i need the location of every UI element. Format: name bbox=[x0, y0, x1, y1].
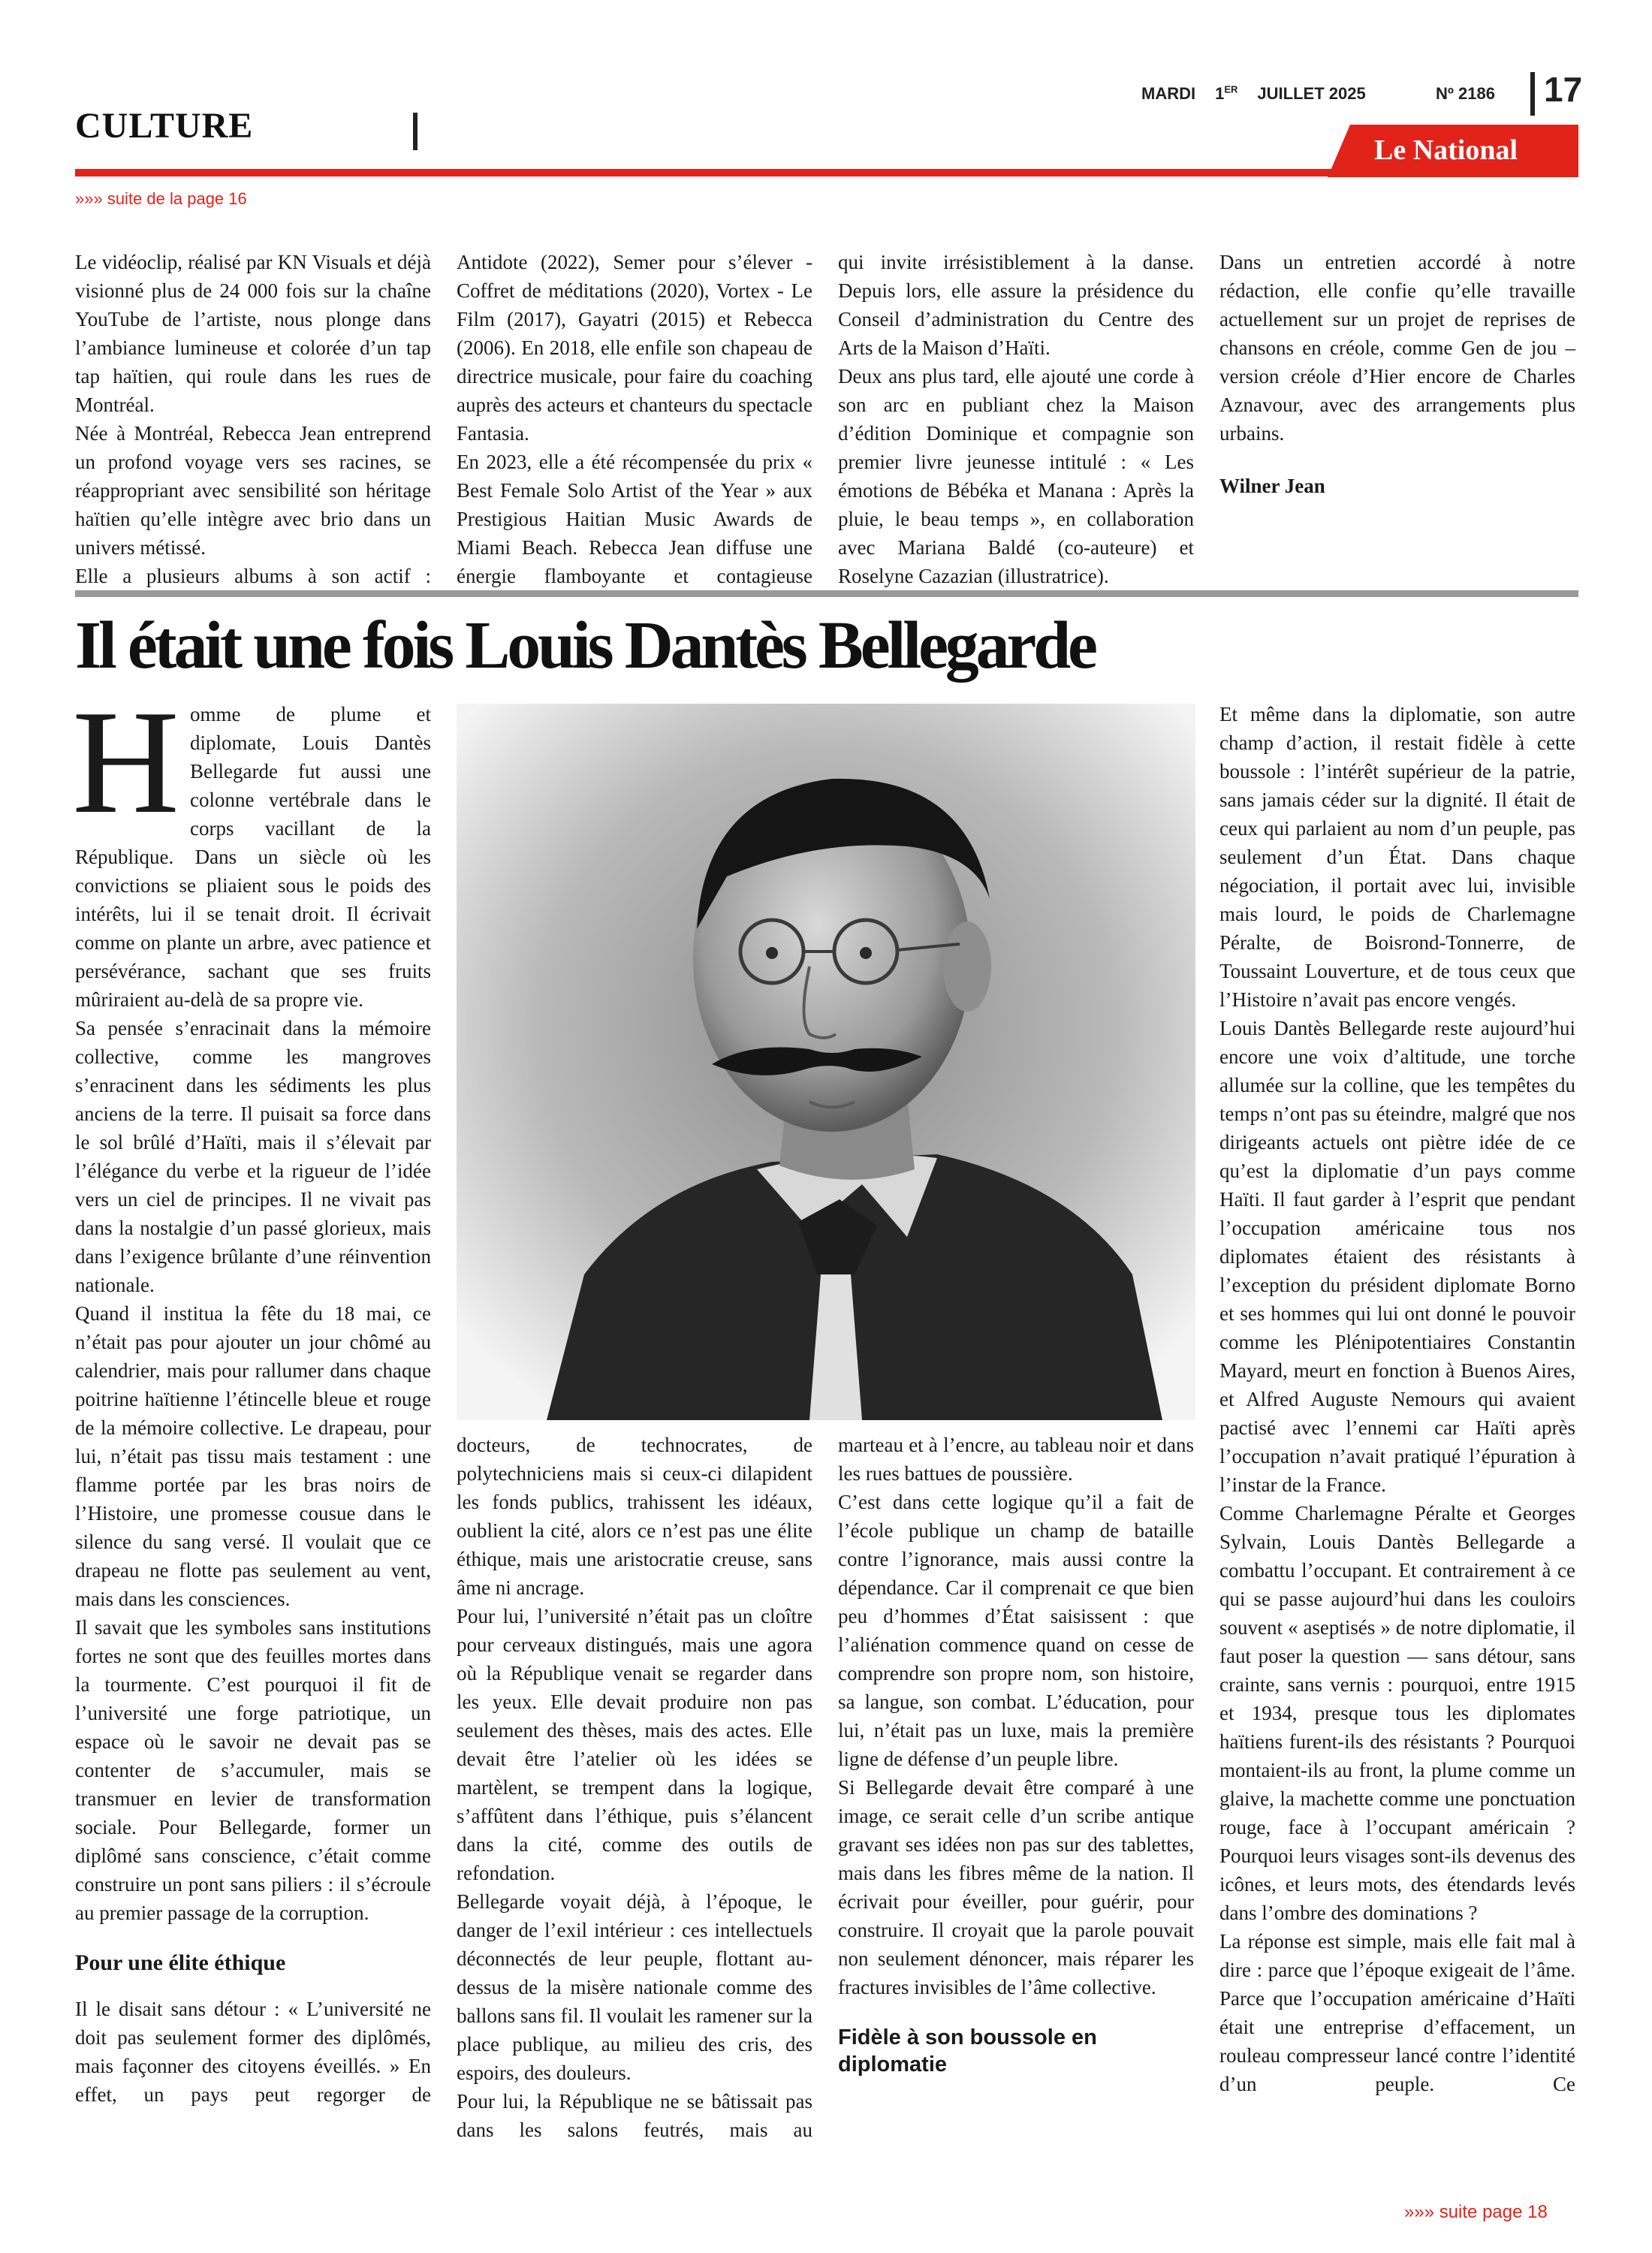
paragraph: Dans un entretien accordé à notre rédaction, elle confie qu’elle travaille actuellement sur un projet de reprises de chansons en créole, comme Gen de jou – version créole d’Hier encore de Charles Aznavour, avec des arrangements plus urbains. bbox=[1219, 251, 1575, 445]
paragraph: Quand il institua la fête du 18 mai, ce n’était pas pour ajouter un jour chômé au calendrier, mais pour rallumer dans chaque poitrine haïtienne l’étincelle bleue et rouge de la mémoire collective. Le drapeau, pour lui, n’était pas tissu mais testament : une flamme portée par les bras noirs de l’Histoire, une promesse cousue dans le silence du sang versé. Il voulait que ce drapeau ne flotte pas seulement au vent, mais dans les consciences. bbox=[75, 1302, 431, 1610]
paragraph: Il savait que les symboles sans institutions fortes ne sont que des feuilles mortes dans la tourmente. C’est pourquoi il fit de l’université une forge patriotique, un espace où le savoir ne devait pas se contenter de s’accumuler, mais se transmuer en levier de transformation sociale. Pour Bellegarde, former un diplômé sans conscience, c’était comme construire un pont sans piliers : il s’écroule au premier passage de la corruption. bbox=[75, 1616, 431, 1924]
continued-to-link[interactable]: »»» suite page 18 bbox=[1404, 2202, 1548, 2222]
paragraph: Si Bellegarde devait être comparé à une image, ce serait celle d’un scribe antique gravant ses idées non pas sur des tablettes, mais dans les fibres même de la nation. Il écrivait pour éveiller, pour guérir, pour construire. Il croyait que la parole pouvait non seulement dénoncer, mais réparer les fractures invisibles de l’âme collective. bbox=[838, 1776, 1194, 1998]
top-article-column-2 bbox=[457, 248, 812, 590]
main-article-column-2 bbox=[457, 1431, 812, 2144]
header-rule bbox=[75, 169, 1578, 176]
subheading: Fidèle à son boussole en diplomatie bbox=[838, 2025, 1097, 2077]
drop-cap: H bbox=[72, 680, 179, 844]
subheading: Pour une élite éthique bbox=[75, 1950, 286, 1975]
main-article-column-3 bbox=[838, 1431, 1194, 2096]
paragraph: Comme Charlemagne Péralte et Georges Sylvain, Louis Dantès Bellegarde a combattu l’occupant. Et contrairement à ce qui se passe aujourd’hui dans les couloirs souvent « aseptisés » de notre diplomatie, il faut poser la question — sans détour, sans crainte, sans vernis : pourquoi, entre 1915 et 1934, presque tous les diplomates haïtiens furent-ils des résistants ? Pourquoi montaient-ils au front, la plume comme un glaive, la machette comme une ponctuation rouge, face à l’occupant américain ? Pourquoi leurs visages sont-ils devenus des icônes, et leurs mots, des étendards levés dans l’ombre des dominations ? bbox=[1219, 1502, 1575, 1924]
paragraph: Le vidéoclip, réalisé par KN Visuals et déjà visionné plus de 24 000 fois sur la chaîne YouTube de l’artiste, nous plonge dans l’ambiance lumineuse et colorée d’un tap tap haïtien, qui roule dans les rues de Montréal. bbox=[75, 251, 431, 416]
paragraph: marteau et à l’encre, au tableau noir et dans les rues battues de poussière. bbox=[838, 1434, 1194, 1485]
article-headline: Il était une fois Louis Dantès Bellegarde bbox=[75, 608, 1095, 683]
top-article-column-1 bbox=[75, 248, 431, 590]
dateline bbox=[1141, 84, 1385, 104]
paragraph: Pour lui, la République ne se bâtissait pas dans les salons feutrés, mais au bbox=[457, 2090, 812, 2141]
paragraph: Deux ans plus tard, elle ajouté une corde à son arc en publiant chez la Maison d’édition Dominique et compagnie son premier livre jeunesse intitulé : « Les émotions de Bébéka et Manana : Après la pluie, le beau temps », en collaboration avec Mariana Baldé (co-auteure) et Roselyne Cazazian (illustratrice). bbox=[838, 365, 1194, 587]
portrait-illustration bbox=[457, 704, 1195, 1420]
paragraph: Née à Montréal, Rebecca Jean entreprend un profond voyage vers ses racines, se réappropriant avec sensibilité son héritage haïtien qu’elle intègre avec brio dans un univers métissé. bbox=[75, 422, 431, 559]
continued-from-link[interactable]: »»» suite de la page 16 bbox=[75, 189, 247, 208]
article-divider bbox=[75, 590, 1578, 597]
paragraph: En 2023, elle a été récompensée du prix « Best Female Solo Artist of the Year » aux Prestigious Haitian Music Awards de Miami Beach. Rebecca Jean diffuse une énergie flamboyante et contagieuse bbox=[457, 451, 812, 587]
paragraph: Et même dans la diplomatie, son autre champ d’action, il restait fidèle à cette boussole : l’intérêt supérieur de la patrie, sans jamais céder sur la dignité. Il était de ceux qui parlaient au nom d’un peuple, pas seulement d’un État. Dans chaque négociation, il portait avec lui, invisible mais lourd, le poids de Charlemagne Péralte, de Boisrond-Tonnerre, de Toussaint Louverture, et de tous ceux que l’Histoire n’avait pas encore vengés. bbox=[1219, 703, 1575, 1011]
section-divider bbox=[413, 113, 418, 150]
paragraph: Antidote (2022), Semer pour s’élever - Coffret de méditations (2020), Vortex - Le Film (2017), Gayatri (2015) et Rebecca (2006). En 2018, elle enfile son chapeau de directrice musicale, pour faire du coaching auprès des acteurs et chanteurs du spectacle Fantasia. bbox=[457, 251, 812, 445]
page-number-divider bbox=[1530, 72, 1535, 116]
paragraph: Pour lui, l’université n’était pas un cloître pour cerveaux distingués, mais une agora où la République venait se regarder dans les yeux. Elle devait produire non pas seulement des thèses, mais des actes. Elle devait être l’atelier où les idées se martèlent, se trempent dans la logique, s’affûtent dans l’éthique, puis s’élancent dans la cité, comme des outils de refondation. bbox=[457, 1605, 812, 1884]
masthead-title: Le National bbox=[1374, 134, 1518, 166]
paragraph: C’est dans cette logique qu’il a fait de l’école publique un champ de bataille contre l’ignorance, mais aussi contre la dépendance. Car il comprenait ce que bien peu d’hommes d’État saisissent : que l’aliénation commence quand on cesse de comprendre son propre nom, son histoire, sa langue, son combat. L’éducation, pour lui, n’était pas un luxe, mais la première ligne de défense d’un peuple libre. bbox=[838, 1491, 1194, 1770]
section-label: CULTURE bbox=[75, 106, 254, 146]
paragraph: omme de plume et diplomate, Louis Dantès Bellegarde fut aussi une colonne vertébrale dans le corps vacillant de la République. Dans un siècle où les convictions se pliaient sous le poids des intérêts, lui il se tenait droit. Il écrivait comme on plante un arbre, avec patience et persévérance, sachant que ses fruits mûriraient au-delà de sa propre vie. bbox=[75, 703, 431, 1011]
main-article-column-1 bbox=[72, 680, 431, 2109]
issue-number: Nº 2186 bbox=[1436, 84, 1495, 103]
byline: Wilner Jean bbox=[1219, 475, 1325, 497]
date-weekday: MARDI bbox=[1141, 84, 1196, 104]
paragraph: Il le disait sans détour : « L’université ne doit pas seulement former des diplômés, mais façonner des citoyens éveillés. » En effet, un pays peut regorger de bbox=[75, 1998, 431, 2106]
paragraph: qui invite irrésistiblement à la danse. Depuis lors, elle assure la présidence du Conseil d’administration du Centre des Arts de la Maison d’Haïti. bbox=[838, 251, 1194, 359]
main-article-column-4 bbox=[1219, 700, 1575, 2098]
paragraph: Sa pensée s’enracinait dans la mémoire collective, comme les mangroves s’enracinent dans les sédiments les plus anciens de la terre. Il puisait sa force dans le sol brûlé d’Haïti, mais il s’élevait par l’élégance du verbe et la rigueur de l’idée vers un ciel de principes. Il ne vivait pas dans la nostalgie d’un passé glorieux, mais dans l’exigence brûlante d’une réinvention nationale. bbox=[75, 1017, 431, 1296]
paragraph: Elle a plusieurs albums à son actif : bbox=[75, 565, 431, 587]
top-article-column-4 bbox=[1219, 248, 1575, 500]
paragraph: Bellegarde voyait déjà, à l’époque, le danger de l’exil intérieur : ces intellectuels déconnectés de leur peuple, flottant au-dessus de la misère nationale comme des ballons sans fil. Il voulait les ramener sur la place publique, au milieu des cris, des espoirs, des douleurs. bbox=[457, 1890, 812, 2084]
paragraph: docteurs, de technocrates, de polytechniciens mais si ceux-ci dilapident les fonds publics, trahissent les idéaux, oublient la cité, alors ce n’est pas une élite éthique, mais une aristocratie creuse, sans âme ni ancrage. bbox=[457, 1434, 812, 1599]
paragraph: La réponse est simple, mais elle fait mal à dire : parce que l’époque exigeait de l’âme. Parce que l’occupation américaine d’Haïti était une entreprise d’effacement, un rouleau compresseur lancé contre l’identité d’un peuple. Ce bbox=[1219, 1930, 1575, 2095]
top-article-column-3 bbox=[838, 248, 1194, 590]
date-month-year: JUILLET 2025 bbox=[1257, 84, 1366, 104]
date-day: 1ER bbox=[1215, 84, 1238, 104]
page-number: 17 bbox=[1544, 70, 1583, 109]
paragraph: Louis Dantès Bellegarde reste aujourd’hui encore une voix d’altitude, une torche allumée sur la colline, que les tempêtes du temps n’ont pas su éteindre, malgré que nos dirigeants actuels ont piètre idée de ce qu’est la diplomatie d’un pays comme Haïti. Il faut garder à l’esprit que pendant l’occupation américaine tous nos diplomates étaient des résistants à l’exception du président diplomate Borno et ses hommes qui lui ont donné le pouvoir comme les Plénipotentiaires Constantin Mayard, meurt en fonction à Buenos Aires, et Alfred Auguste Nemours qui avaient pactisé avec l’ennemi car Haïti après l’occupation n’avait pratiqué l’épuration à l’instar de la France. bbox=[1219, 1017, 1575, 1496]
portrait-photo bbox=[457, 704, 1195, 1420]
